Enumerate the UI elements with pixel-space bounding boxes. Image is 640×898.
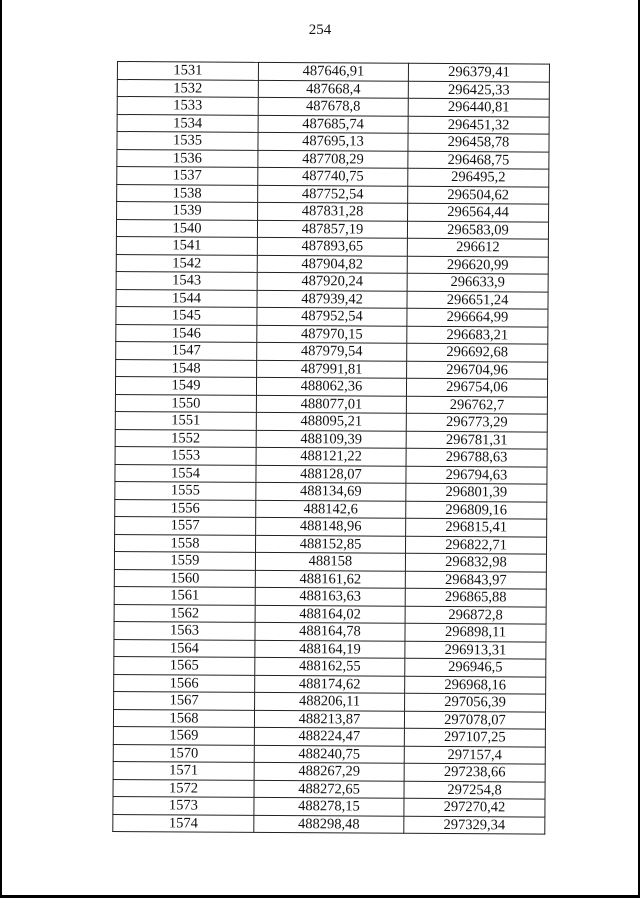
table-row — [113, 779, 545, 799]
y-coordinate-cell: 297254,8 — [404, 781, 545, 799]
point-number-cell: 1545 — [116, 306, 257, 324]
y-coordinate-cell: 296468,75 — [408, 151, 549, 169]
x-coordinate-cell: 488164,02 — [255, 605, 405, 623]
table-row — [115, 464, 547, 484]
table-row — [114, 604, 546, 624]
table-row — [115, 499, 547, 519]
x-coordinate-cell: 488162,55 — [255, 657, 405, 675]
y-coordinate-cell: 297270,42 — [404, 798, 545, 816]
y-coordinate-cell: 296633,9 — [407, 273, 548, 291]
y-coordinate-cell: 297329,34 — [404, 816, 545, 834]
table-row — [117, 79, 549, 99]
x-coordinate-cell: 487708,29 — [258, 150, 408, 168]
y-coordinate-cell: 296704,96 — [407, 361, 548, 379]
y-coordinate-cell: 297078,07 — [404, 711, 545, 729]
point-number-cell: 1561 — [114, 586, 255, 604]
table-row — [117, 62, 549, 82]
x-coordinate-cell: 487685,74 — [258, 115, 408, 133]
y-coordinate-cell: 296801,39 — [406, 483, 547, 501]
point-number-cell: 1552 — [115, 429, 256, 447]
x-coordinate-cell: 488161,62 — [255, 570, 405, 588]
point-number-cell: 1571 — [113, 761, 254, 779]
x-coordinate-cell: 488164,19 — [255, 640, 405, 658]
y-coordinate-cell: 296832,98 — [405, 553, 546, 571]
x-coordinate-cell: 488121,22 — [256, 447, 406, 465]
y-coordinate-cell: 296788,63 — [406, 448, 547, 466]
point-number-cell: 1546 — [116, 324, 257, 342]
table-row — [113, 726, 545, 746]
y-coordinate-cell: 296683,21 — [407, 326, 548, 344]
point-number-cell: 1537 — [117, 167, 258, 185]
table-row — [113, 709, 545, 729]
y-coordinate-cell: 296495,2 — [408, 168, 549, 186]
scan-left-edge — [0, 0, 2, 898]
point-number-cell: 1539 — [117, 202, 258, 220]
point-number-cell: 1534 — [117, 114, 258, 132]
table-row — [115, 516, 547, 536]
point-number-cell: 1554 — [115, 464, 256, 482]
table-row — [117, 97, 549, 117]
x-coordinate-cell: 488164,78 — [255, 622, 405, 640]
point-number-cell: 1558 — [115, 534, 256, 552]
table-row — [113, 761, 545, 781]
y-coordinate-cell: 297107,25 — [404, 728, 545, 746]
y-coordinate-cell: 296913,31 — [405, 641, 546, 659]
y-coordinate-cell: 296620,99 — [407, 256, 548, 274]
x-coordinate-cell: 487678,8 — [258, 97, 408, 115]
x-coordinate-cell: 488298,48 — [254, 815, 404, 833]
x-coordinate-cell: 487857,19 — [257, 220, 407, 238]
point-number-cell: 1570 — [113, 744, 254, 762]
table-row — [117, 202, 549, 222]
point-number-cell: 1568 — [113, 709, 254, 727]
y-coordinate-cell: 297238,66 — [404, 763, 545, 781]
table-row — [116, 324, 548, 344]
table-row — [114, 586, 546, 606]
y-coordinate-cell: 296773,29 — [406, 413, 547, 431]
x-coordinate-cell: 488109,39 — [256, 430, 406, 448]
y-coordinate-cell: 297056,39 — [405, 693, 546, 711]
table-row — [117, 167, 549, 187]
table-row — [115, 394, 547, 414]
table-row — [116, 219, 548, 239]
y-coordinate-cell: 296440,81 — [408, 98, 549, 116]
x-coordinate-cell: 488062,36 — [256, 377, 406, 395]
y-coordinate-cell: 296815,41 — [406, 518, 547, 536]
point-number-cell: 1550 — [115, 394, 256, 412]
y-coordinate-cell: 296809,16 — [406, 501, 547, 519]
y-coordinate-cell: 296458,78 — [408, 133, 549, 151]
table-row — [116, 359, 548, 379]
point-number-cell: 1543 — [116, 271, 257, 289]
point-number-cell: 1535 — [117, 132, 258, 150]
x-coordinate-cell: 487695,13 — [258, 132, 408, 150]
y-coordinate-cell: 296425,33 — [408, 81, 549, 99]
point-number-cell: 1536 — [117, 149, 258, 167]
page-number: 254 — [308, 22, 332, 38]
y-coordinate-cell: 296872,8 — [405, 606, 546, 624]
y-coordinate-cell: 296583,09 — [407, 221, 548, 239]
point-number-cell: 1547 — [116, 341, 257, 359]
x-coordinate-cell: 488224,47 — [254, 727, 404, 745]
x-coordinate-cell: 487939,42 — [257, 290, 407, 308]
x-coordinate-cell: 487952,54 — [257, 307, 407, 325]
x-coordinate-cell: 488148,96 — [256, 517, 406, 535]
x-coordinate-cell: 488128,07 — [256, 465, 406, 483]
x-coordinate-cell: 488095,21 — [256, 412, 406, 430]
y-coordinate-cell: 296843,97 — [405, 571, 546, 589]
y-coordinate-cell: 296664,99 — [407, 308, 548, 326]
point-number-cell: 1557 — [115, 516, 256, 534]
x-coordinate-cell: 487970,15 — [257, 325, 407, 343]
point-number-cell: 1548 — [116, 359, 257, 377]
point-number-cell: 1573 — [113, 796, 254, 814]
table-row — [116, 271, 548, 291]
point-number-cell: 1544 — [116, 289, 257, 307]
point-number-cell: 1553 — [115, 446, 256, 464]
x-coordinate-cell: 488152,85 — [256, 535, 406, 553]
point-number-cell: 1549 — [115, 376, 256, 394]
x-coordinate-cell: 487979,54 — [257, 342, 407, 360]
table-row — [115, 446, 547, 466]
point-number-cell: 1531 — [117, 62, 258, 80]
x-coordinate-cell: 488158 — [255, 552, 405, 570]
y-coordinate-cell: 296754,06 — [406, 378, 547, 396]
table-row — [114, 691, 546, 711]
x-coordinate-cell: 488267,29 — [254, 762, 404, 780]
x-coordinate-cell: 487740,75 — [258, 167, 408, 185]
point-number-cell: 1564 — [114, 639, 255, 657]
point-number-cell: 1574 — [113, 814, 254, 832]
table-row — [116, 341, 548, 361]
table-row — [114, 569, 546, 589]
table-row — [117, 132, 549, 152]
x-coordinate-cell: 487646,91 — [258, 62, 408, 80]
x-coordinate-cell: 488142,6 — [256, 500, 406, 518]
x-coordinate-cell: 488213,87 — [254, 710, 404, 728]
table-row — [116, 254, 548, 274]
point-number-cell: 1559 — [114, 551, 255, 569]
table-row — [115, 376, 547, 396]
x-coordinate-cell: 487904,82 — [257, 255, 407, 273]
x-coordinate-cell: 487893,65 — [257, 237, 407, 255]
x-coordinate-cell: 488278,15 — [254, 797, 404, 815]
x-coordinate-cell: 487920,24 — [257, 272, 407, 290]
y-coordinate-cell: 296451,32 — [408, 116, 549, 134]
y-coordinate-cell: 296651,24 — [407, 291, 548, 309]
point-number-cell: 1562 — [114, 604, 255, 622]
y-coordinate-cell: 296898,11 — [405, 623, 546, 641]
point-number-cell: 1532 — [117, 79, 258, 97]
y-coordinate-cell: 296946,5 — [405, 658, 546, 676]
point-number-cell: 1542 — [116, 254, 257, 272]
x-coordinate-cell: 488077,01 — [256, 395, 406, 413]
table-row — [117, 149, 549, 169]
table-row — [114, 551, 546, 571]
table-row — [117, 114, 549, 134]
y-coordinate-cell: 296762,7 — [406, 396, 547, 414]
x-coordinate-cell: 487752,54 — [258, 185, 408, 203]
y-coordinate-cell: 296564,44 — [408, 203, 549, 221]
y-coordinate-cell: 297157,4 — [404, 746, 545, 764]
table-row — [113, 796, 545, 816]
x-coordinate-cell: 487831,28 — [258, 202, 408, 220]
table-row — [117, 184, 549, 204]
y-coordinate-cell: 296781,31 — [406, 431, 547, 449]
y-coordinate-cell: 296968,16 — [405, 676, 546, 694]
x-coordinate-cell: 488163,63 — [255, 587, 405, 605]
point-number-cell: 1541 — [116, 236, 257, 254]
y-coordinate-cell: 296692,68 — [407, 343, 548, 361]
point-number-cell: 1533 — [117, 97, 258, 115]
table-row — [116, 236, 548, 256]
point-number-cell: 1538 — [117, 184, 258, 202]
point-number-cell: 1572 — [113, 779, 254, 797]
table-row — [115, 481, 547, 501]
table-row — [114, 621, 546, 641]
x-coordinate-cell: 488134,69 — [256, 482, 406, 500]
table-row — [116, 289, 548, 309]
point-number-cell: 1565 — [114, 656, 255, 674]
y-coordinate-cell: 296504,62 — [408, 186, 549, 204]
coordinates-table-body — [113, 62, 550, 835]
y-coordinate-cell: 296612 — [407, 238, 548, 256]
point-number-cell: 1540 — [116, 219, 257, 237]
y-coordinate-cell: 296865,88 — [405, 588, 546, 606]
y-coordinate-cell: 296379,41 — [408, 63, 549, 81]
point-number-cell: 1567 — [114, 691, 255, 709]
x-coordinate-cell: 487991,81 — [257, 360, 407, 378]
point-number-cell: 1563 — [114, 621, 255, 639]
table-row — [114, 639, 546, 659]
point-number-cell: 1560 — [114, 569, 255, 587]
point-number-cell: 1569 — [113, 726, 254, 744]
table-row — [114, 674, 546, 694]
point-number-cell: 1551 — [115, 411, 256, 429]
table-row — [114, 656, 546, 676]
table-row — [115, 411, 547, 431]
point-number-cell: 1555 — [115, 481, 256, 499]
x-coordinate-cell: 488272,65 — [254, 780, 404, 798]
y-coordinate-cell: 296794,63 — [406, 466, 547, 484]
table-row — [113, 814, 545, 834]
table-row — [113, 744, 545, 764]
x-coordinate-cell: 488174,62 — [255, 675, 405, 693]
table-row — [115, 534, 547, 554]
y-coordinate-cell: 296822,71 — [405, 536, 546, 554]
table-row — [116, 306, 548, 326]
x-coordinate-cell: 487668,4 — [258, 80, 408, 98]
x-coordinate-cell: 488240,75 — [254, 745, 404, 763]
point-number-cell: 1566 — [114, 674, 255, 692]
x-coordinate-cell: 488206,11 — [255, 692, 405, 710]
coordinates-table — [112, 61, 550, 835]
point-number-cell: 1556 — [115, 499, 256, 517]
table-row — [115, 429, 547, 449]
